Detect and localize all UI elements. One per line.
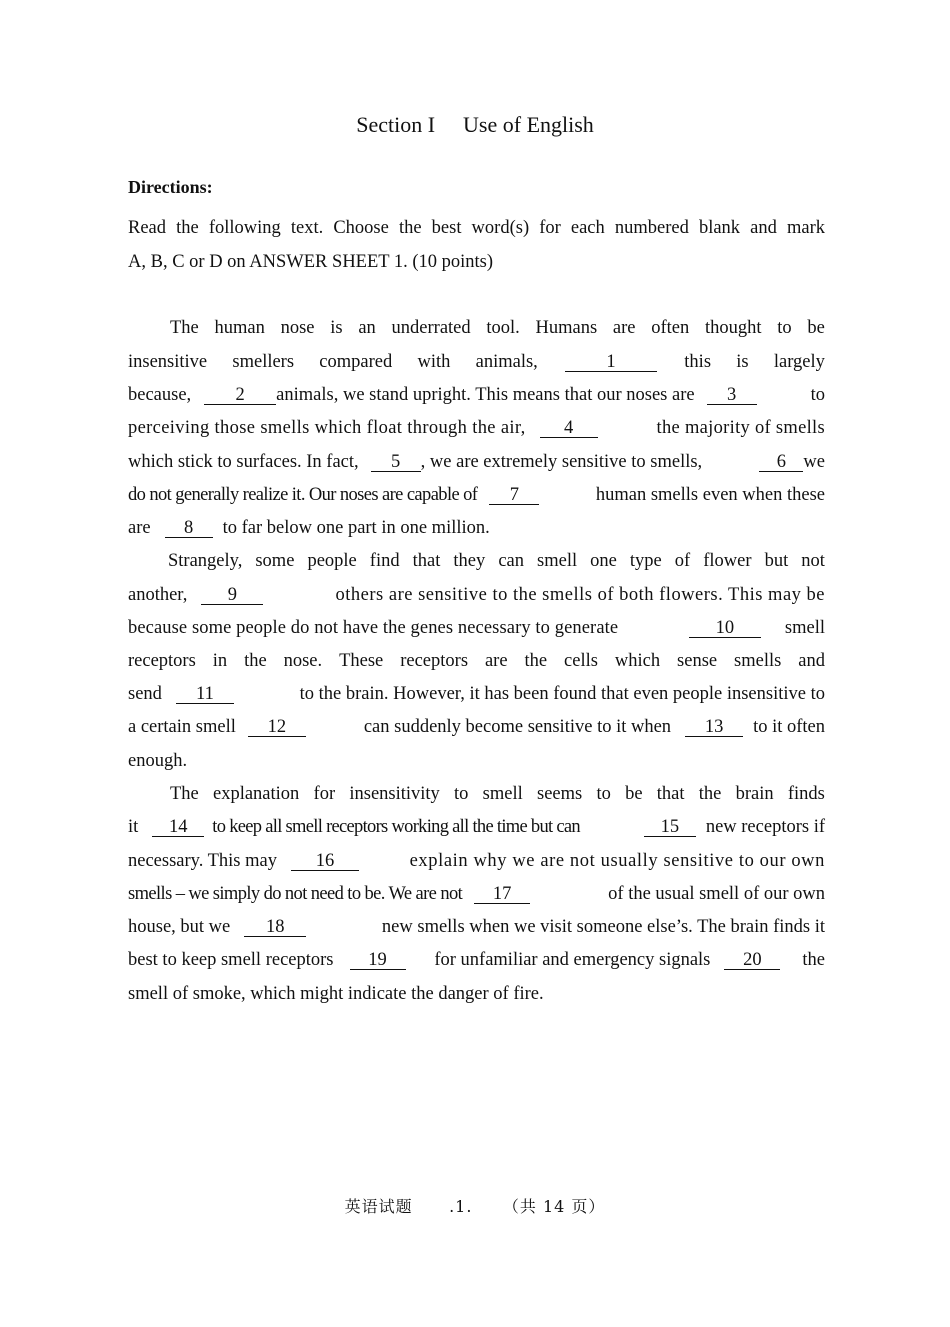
text: it (128, 817, 139, 837)
p3-line-5 (128, 915, 825, 939)
p1-line-7 (128, 516, 825, 540)
text: because, (128, 385, 192, 405)
blank-11[interactable]: 11 (176, 685, 234, 704)
word: often (651, 318, 690, 338)
word: compared (319, 352, 393, 372)
word: brain (735, 784, 774, 804)
text: we (803, 452, 825, 472)
blank-12[interactable]: 12 (248, 718, 306, 737)
p2-line-6 (128, 715, 825, 739)
word: people (307, 551, 357, 571)
text: house, but we (128, 917, 231, 937)
p1-line-1 (170, 316, 825, 340)
p3-line-6 (128, 948, 825, 972)
word: is (330, 318, 343, 338)
directions-text: Read the following text. Choose the best word(s) for each numbered blank and mark (128, 218, 825, 238)
word: human (214, 318, 265, 338)
text: to it often (753, 717, 825, 737)
word: of (674, 551, 691, 571)
p2-line-3 (128, 616, 825, 640)
text: animals, we stand upright. This means that our noses are (276, 385, 695, 405)
blank-20[interactable]: 20 (724, 951, 780, 970)
word: which (614, 651, 661, 671)
word: the (698, 784, 722, 804)
word: can (498, 551, 524, 571)
p3-line-1 (170, 782, 825, 806)
word: are (612, 318, 636, 338)
word: not (801, 551, 825, 571)
word: Humans (535, 318, 598, 338)
word: for (313, 784, 336, 804)
text: others are sensitive to the smells of both flowers. This may be (335, 585, 825, 605)
text: for unfamiliar and emergency signals (434, 950, 711, 970)
word: smell (482, 784, 523, 804)
word: type (629, 551, 662, 571)
text: smell (784, 618, 825, 638)
word: to (596, 784, 611, 804)
word: explanation (213, 784, 300, 804)
p3-line-4 (128, 882, 825, 906)
section-label: Section I (356, 112, 436, 137)
blank-9[interactable]: 9 (201, 586, 263, 605)
text: the majority of smells (656, 418, 825, 438)
blank-13[interactable]: 13 (685, 718, 743, 737)
word: These (339, 651, 384, 671)
blank-4[interactable]: 4 (540, 419, 598, 438)
footer-subject: 英语试题 (344, 1197, 413, 1216)
word: nose (280, 318, 315, 338)
word: but (764, 551, 789, 571)
word: are (484, 651, 508, 671)
word: be (625, 784, 643, 804)
p2-line-1 (168, 549, 825, 573)
text: best to keep smell receptors (128, 950, 334, 970)
text: to keep all smell receptors working all the time but can (212, 817, 580, 837)
blank-19[interactable]: 19 (350, 951, 406, 970)
text: necessary. This may (128, 851, 277, 871)
word: flower (703, 551, 752, 571)
directions-line-1 (128, 216, 825, 240)
word: this (684, 352, 712, 372)
word: the (524, 651, 548, 671)
word: finds (787, 784, 825, 804)
text: a certain smell (128, 717, 236, 737)
word: insensitive (128, 352, 208, 372)
word: insensitivity (349, 784, 440, 804)
word: smells (734, 651, 782, 671)
blank-3[interactable]: 3 (707, 386, 757, 405)
text: which stick to surfaces. In fact, (128, 452, 359, 472)
text: can suddenly become sensitive to it when (363, 717, 672, 737)
text: to far below one part in one million. (222, 518, 490, 538)
word: The (170, 318, 199, 338)
word: that (412, 551, 441, 571)
text: are (128, 518, 151, 538)
text: the (802, 950, 825, 970)
word: underrated (391, 318, 471, 338)
text: new receptors if (705, 817, 825, 837)
word: an (358, 318, 376, 338)
footer-page-number: .1. (449, 1197, 473, 1216)
word: The (170, 784, 199, 804)
section-name: Use of English (463, 112, 594, 137)
word: some (255, 551, 295, 571)
directions-heading: Directions: (128, 177, 213, 197)
text: new smells when we visit someone else’s. The brain finds it (381, 917, 825, 937)
word: receptors (400, 651, 469, 671)
word: tool. (486, 318, 520, 338)
directions-line-2 (128, 250, 825, 274)
word: seems (537, 784, 583, 804)
word: cells (564, 651, 598, 671)
section-title (0, 112, 950, 138)
text: of the usual smell of our own (608, 884, 825, 904)
blank-15[interactable]: 15 (644, 818, 696, 837)
p3-line-3 (128, 849, 825, 873)
blank-6[interactable]: 6 (759, 453, 803, 472)
word: to (454, 784, 469, 804)
p1-line-5 (128, 450, 825, 474)
p3-line-2 (128, 815, 825, 839)
p1-line-3 (128, 383, 825, 407)
word: smellers (232, 352, 295, 372)
text: , we are extremely sensitive to smells, (420, 452, 703, 472)
word: thought (705, 318, 762, 338)
p1-line-2 (128, 350, 825, 374)
blank-10[interactable]: 10 (689, 619, 761, 638)
p2-line-2 (128, 583, 825, 607)
word: sense (677, 651, 718, 671)
text: enough. (128, 751, 188, 771)
text: another, (128, 585, 188, 605)
p1-line-4 (128, 416, 825, 440)
word: one (590, 551, 617, 571)
word: in (212, 651, 228, 671)
word: that (656, 784, 685, 804)
text: perceiving those smells which float through the air, (128, 418, 526, 438)
footer-total-pages: （共 14 页） (502, 1197, 606, 1216)
text: explain why we are not usually sensitive to our own (409, 851, 825, 871)
text: smells – we simply do not need to be. We are not (128, 884, 463, 904)
text: because some people do not have the genes necessary to generate (128, 618, 619, 638)
text: to (810, 385, 825, 405)
word: receptors (128, 651, 196, 671)
word: to (777, 318, 792, 338)
word: smell (537, 551, 578, 571)
text: human smells even when these (595, 485, 825, 505)
blank-2[interactable]: 2 (204, 386, 276, 405)
word: and (798, 651, 825, 671)
page-footer (0, 1194, 950, 1217)
text: do not generally realize it. Our noses are capable of (128, 485, 478, 505)
word: largely (773, 352, 825, 372)
blank-17[interactable]: 17 (474, 885, 530, 904)
word: the (244, 651, 267, 671)
blank-8[interactable]: 8 (165, 519, 213, 538)
word: Strangely, (168, 551, 243, 571)
blank-1[interactable]: 1 (565, 353, 657, 372)
text: send (128, 684, 162, 704)
word: with (417, 352, 451, 372)
blank-18[interactable]: 18 (244, 918, 306, 937)
word: animals, (475, 352, 538, 372)
p2-line-5 (128, 682, 825, 706)
word: they (453, 551, 486, 571)
blank-16[interactable]: 16 (291, 852, 359, 871)
blank-7[interactable]: 7 (489, 486, 539, 505)
directions-text: A, B, C or D on ANSWER SHEET 1. (10 points) (128, 252, 494, 272)
blank-5[interactable]: 5 (371, 453, 421, 472)
word: be (807, 318, 825, 338)
p3-line-7 (128, 982, 825, 1006)
word: nose. (283, 651, 323, 671)
blank-14[interactable]: 14 (152, 818, 204, 837)
word: is (736, 352, 749, 372)
p2-line-4 (128, 649, 825, 673)
word: find (369, 551, 400, 571)
p1-line-6 (128, 483, 825, 507)
p2-line-7 (128, 749, 825, 773)
text: smell of smoke, which might indicate the danger of fire. (128, 984, 544, 1004)
text: to the brain. However, it has been found that even people insensitive to (299, 684, 825, 704)
